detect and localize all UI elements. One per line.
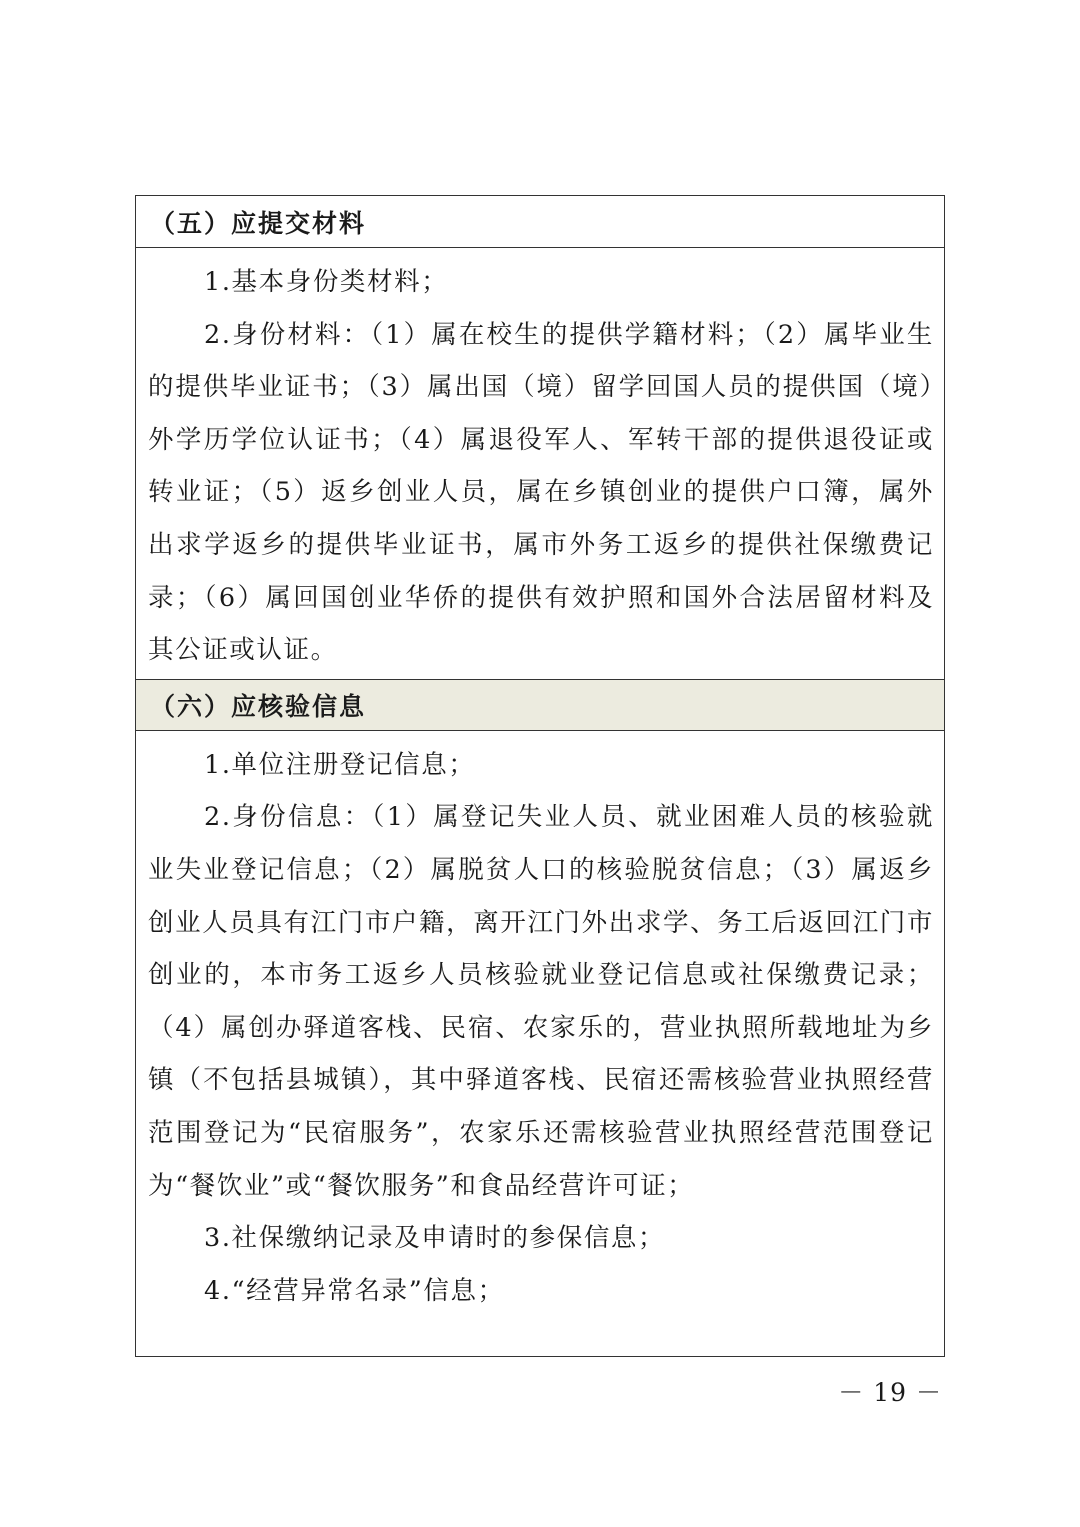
section-6-item-3: 3.社保缴纳记录及申请时的参保信息； [204,1223,666,1254]
section-5-title: （五）应提交材料 [136,196,944,248]
section-6-item-1: 1.单位注册登记信息； [204,749,476,780]
section-6-item-2: 2.身份信息：（1）属登记失业人员、就业困难人员的核验就业失业登记信息；（2）属脱贫人口的核验脱贫信息；（3）属返乡创业人员具有江门市户籍，离开江门外出求学、务工后返回江门市创业的，本市务工返乡人员核验就业登记信息或社保缴费记录；（4）属创办驿道客栈、民宿、农家乐的，营业执照所载地址为乡镇（不包括县城镇），其中驿道客栈、民宿还需核验营业执照经营范围登记为“民宿服务”，农家乐还需核验营业执照经营范围登记为“餐饮业”或“餐饮服务”和食品经营许可证； [148,802,934,1201]
section-5-item-2: 2.身份材料：（1）属在校生的提供学籍材料；（2）属毕业生的提供毕业证书；（3）属出国（境）留学回国人员的提供国（境）外学历学位认证书；（4）属退役军人、军转干部的提供退役证或转业证；（5）返乡创业人员，属在乡镇创业的提供户口簿，属外出求学返乡的提供毕业证书，属市外务工返乡的提供社保缴费记录；（6）属回国创业华侨的提供有效护照和国外合法居留材料及其公证或认证。 [148,319,934,666]
page-number: － 19 － [838,1378,942,1407]
section-5-item-1: 1.基本身份类材料； [204,267,449,297]
document-table [135,195,945,1357]
section-5-body [136,248,944,679]
section-6-item-4: 4.“经营异常名录”信息； [204,1275,505,1306]
section-6-body [136,731,944,1320]
section-6-title: （六）应核验信息 [136,679,944,731]
